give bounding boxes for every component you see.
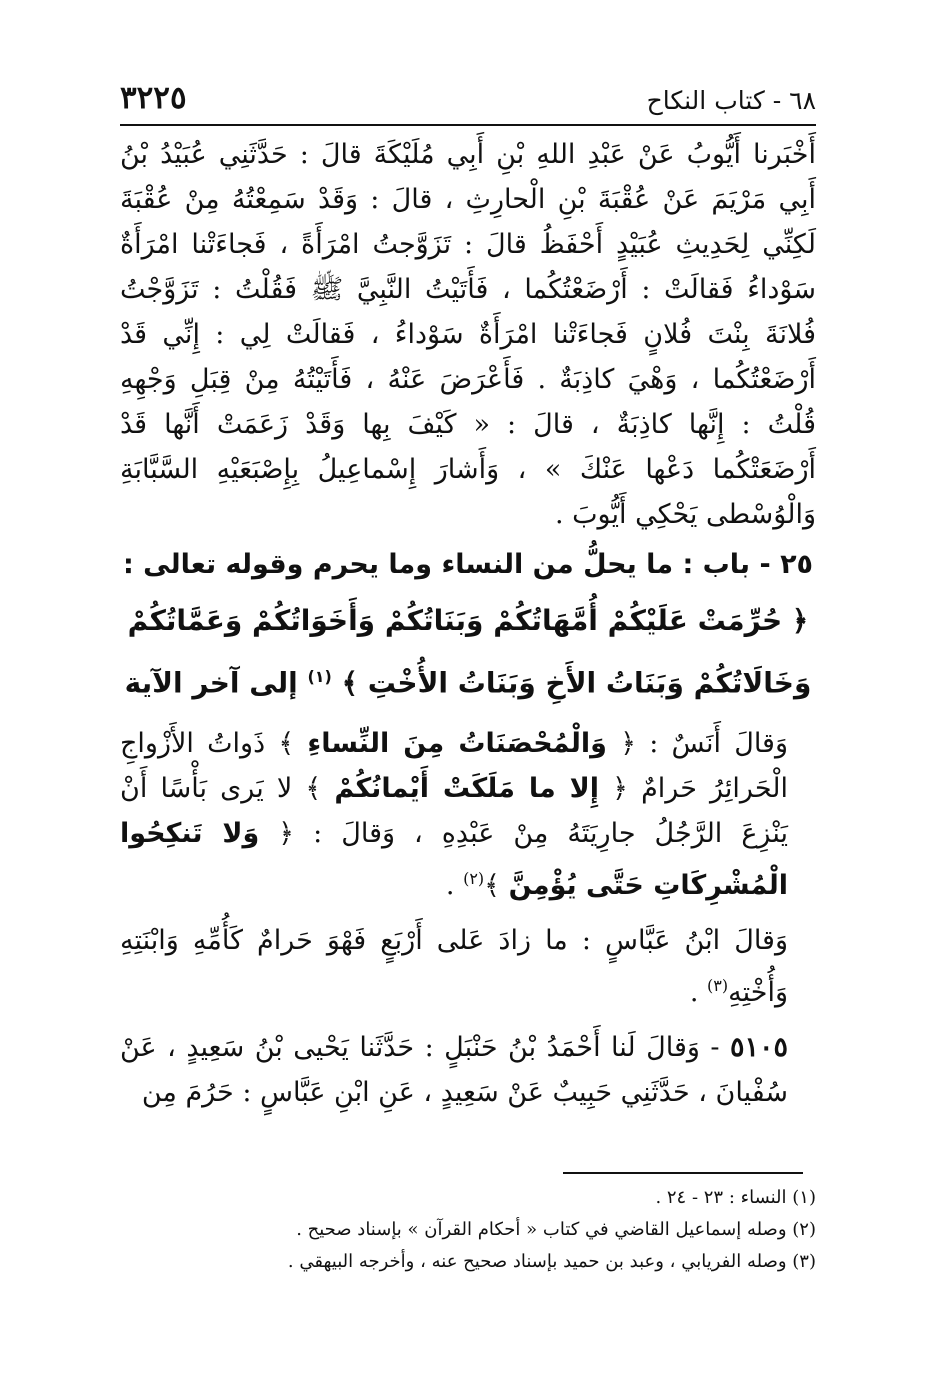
chapter-heading: ٢٥ - باب : ما يحلُّ من النساء وما يحرم وقوله تعالى :	[122, 549, 814, 580]
footnote-ref-1: (١)	[307, 667, 332, 686]
footnote-ref-2: (٢)	[463, 869, 485, 889]
main-text	[120, 132, 816, 1115]
quran-verse-line-1: ﴿ حُرِّمَتْ عَلَيْكُمْ أُمَّهَاتُكُمْ وَبَنَاتُكُمْ وَأَخَوَاتُكُمْ وَعَمَّاتُكُمْ	[127, 604, 809, 637]
text-run: وَقالَ ابْنُ عَبَّاسٍ : ما زادَ عَلى أَرْبَعٍ فَهْوَ حَرامٌ كَأُمِّهِ وَابْنَتِهِ وَأُخْتِهِ	[120, 925, 788, 1009]
page-number: ٣٢٢٥	[120, 80, 187, 116]
verse-text: وَخَالَاتُكُمْ وَبَنَاتُ الأَخِ وَبَنَاتُ الأُخْتِ ﴾	[341, 666, 812, 700]
text-run: ﴾ لا يَرى بَأْسًا أَنْ يَنْزِعَ الرَّجُلُ جارِيَتَهُ مِنْ عَبْدِهِ ، وَقالَ : ﴿	[120, 773, 788, 850]
footnote-1: (١) النساء : ٢٣ - ٢٤ .	[655, 1187, 816, 1208]
quran-verse-line-2	[120, 649, 816, 711]
text-run: ﴾ ذَواتُ الأَزْواجِ الْحَرائِرُ حَرامٌ ﴿	[120, 728, 788, 805]
text-run: ﴾	[484, 870, 500, 902]
running-head: ٦٨ - كتاب النكاح	[646, 86, 816, 115]
verse-tail: إلى آخر الآية	[124, 666, 298, 700]
footnote-rule	[563, 1172, 803, 1174]
hadith-number: ٥١٠٥	[729, 1032, 788, 1064]
quran-quote: إِلا ما مَلَكَتْ أَيْمانُكُمْ	[334, 773, 600, 805]
hadith-5105-paragraph	[120, 1025, 816, 1115]
spacer	[120, 908, 816, 918]
ibn-abbas-paragraph	[120, 918, 816, 1015]
anas-paragraph	[120, 721, 816, 908]
spacer	[120, 1015, 816, 1025]
text-run: - وَقالَ لَنا أَحْمَدُ بْنُ حَنْبَلٍ : حَدَّثَنا يَحْيى بْنُ سَعِيدٍ ، عَنْ سُفْيانَ ، حَدَّثَنِي حَبِيبٌ عَنْ سَعِيدٍ ، عَنِ ابْنِ عَبَّاسٍ : حَرُمَ مِن	[120, 1032, 788, 1109]
footnote-3: (٣) وصله الفريابي ، وعبد بن حميد بإسناد صحيح عنه ، وأخرجه البيهقي .	[287, 1251, 816, 1272]
quran-quote: وَلا تَنكِحُوا الْمُشْرِكَاتِ حَتَّى يُؤْمِنَّ	[120, 818, 788, 902]
footnotes	[120, 1182, 816, 1278]
text-run: وَقالَ أَنَسٌ : ﴿	[620, 728, 788, 760]
header-rule	[120, 124, 816, 126]
text-run: .	[445, 870, 455, 902]
footnote-ref-3: (٣)	[707, 976, 729, 996]
quran-quote: وَالْمُحْصَنَاتُ مِنَ النِّساءِ	[307, 728, 607, 760]
hadith-paragraph: أَخْبَرنا أَيُّوبُ عَنْ عَبْدِ اللهِ بْنِ أَبِي مُلَيْكَةَ قالَ : حَدَّثَنِي عُبَيْدُ بْنُ أَبِي مَرْيَمَ عَنْ عُقْبَةَ بْنِ الْحارِثِ ، قالَ : وَقَدْ سَمِعْتُهُ مِنْ عُقْبَةَ لَكِنِّي لِحَدِيثِ عُبَيْدٍ أَحْفَظُ قالَ : تَزَوَّجتُ امْرَأَةً ، فَجاءَتْنا امْرَأَةٌ سَوْداءُ فَقالَتْ : أَرْضَعْتُكُما ، فَأَتَيْتُ النَّبِيَّ ﷺ فَقُلْتُ : تَزَوَّجْتُ فُلانَةَ بِنْتَ فُلانٍ فَجاءَتْنا امْرَأَةٌ سَوْداءُ ، فَقالَتْ لِي : إِنِّي قَدْ أَرْضَعْتُكُما ، وَهْيَ كاذِبَةٌ . فَأَعْرَضَ عَنْهُ ، فَأَتَيْتُهُ مِنْ قِبَلِ وَجْهِهِ قُلْتُ : إِنَّها كاذِبَةٌ ، قالَ : « كَيْفَ بِها وَقَدْ زَعَمَتْ أَنَّها قَدْ أَرْضَعَتْكُما دَعْها عَنْكَ » ، وَأَشارَ إِسْماعِيلُ بِإِصْبَعَيْهِ السَّبَّابَةِ وَالْوُسْطى يَحْكِي أَيُّوبَ .	[120, 139, 816, 530]
spacer	[120, 711, 816, 721]
footnote-2: (٢) وصله إسماعيل القاضي في كتاب « أحكام القرآن » بإسناد صحيح .	[296, 1219, 816, 1240]
text-run: .	[689, 977, 699, 1009]
page-header	[120, 80, 816, 124]
